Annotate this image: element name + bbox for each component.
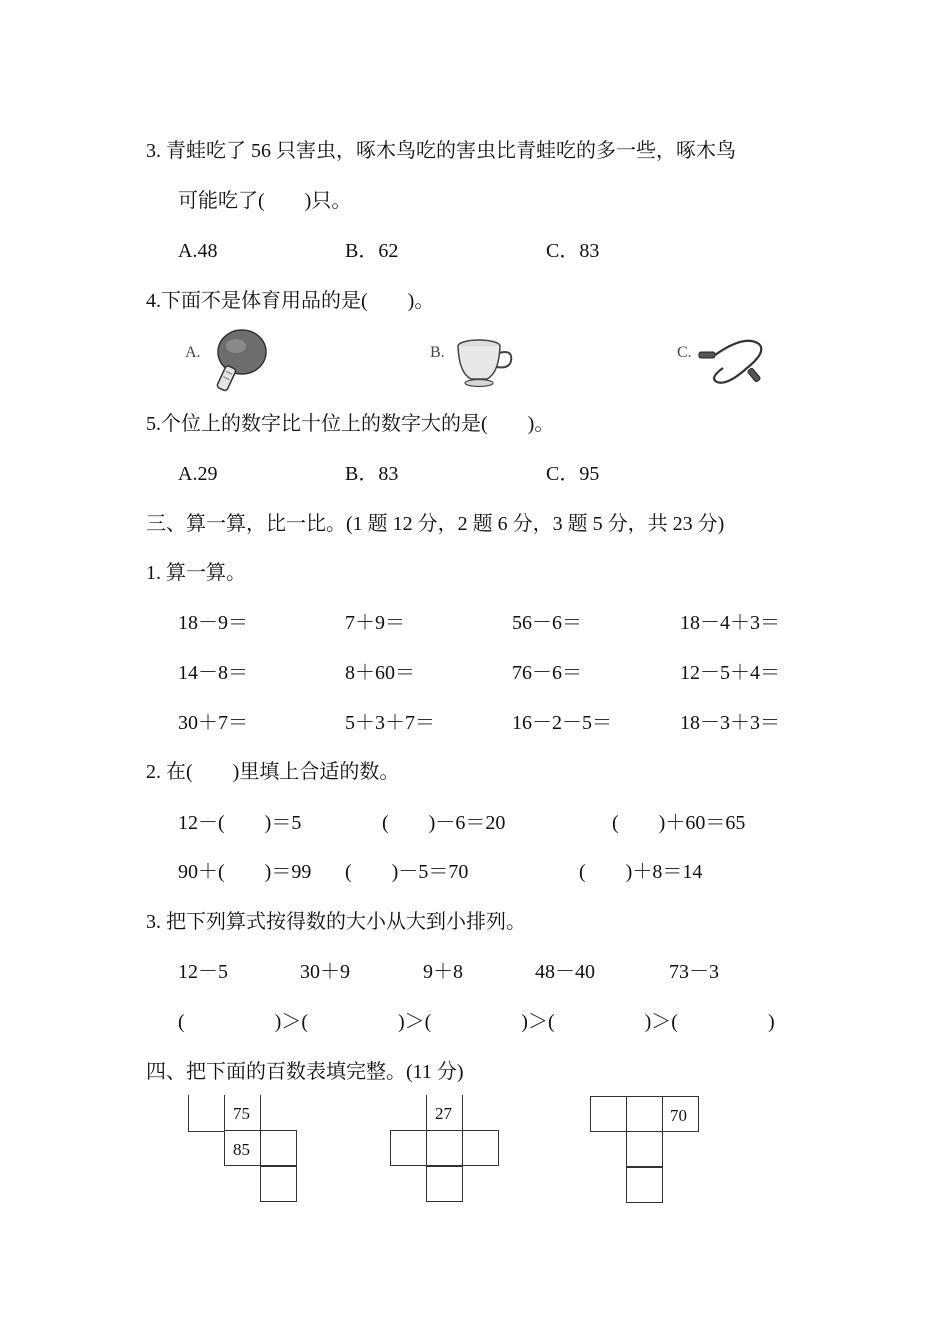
part1-title: 1. 算一算。 bbox=[146, 562, 246, 584]
calc-item: 30＋7＝ bbox=[178, 712, 248, 734]
section3-heading: 三、算一算，比一比。(1 题 12 分，2 题 6 分，3 题 5 分，共 23 分) bbox=[146, 513, 725, 535]
ping-pong-paddle-icon bbox=[208, 328, 270, 396]
part2-title: 2. 在( )里填上合适的数。 bbox=[146, 761, 400, 783]
part3-title: 3. 把下列算式按得数的大小从大到小排列。 bbox=[146, 911, 526, 933]
grid1-cell-value: 85 bbox=[233, 1140, 250, 1159]
q5-option-b: B．83 bbox=[345, 463, 399, 485]
fill-blank-item: 12－( )＝5 bbox=[178, 812, 302, 834]
fill-blank-item: ( )－5＝70 bbox=[345, 861, 469, 883]
q5-option-c: C．95 bbox=[546, 463, 600, 485]
fill-blank-item: 90＋( )＝99 bbox=[178, 861, 312, 883]
q4-option-b-label: B. bbox=[430, 344, 445, 361]
q5-option-a: A.29 bbox=[178, 463, 218, 485]
q3-line2: 可能吃了( )只。 bbox=[178, 190, 352, 212]
q3-option-c: C．83 bbox=[546, 240, 600, 262]
section4-heading: 四、把下面的百数表填完整。(11 分) bbox=[146, 1061, 464, 1083]
calc-item: 8＋60＝ bbox=[345, 662, 415, 684]
q4-text: 4.下面不是体育用品的是( )。 bbox=[146, 290, 435, 312]
fill-blank-item: ( )＋8＝14 bbox=[579, 861, 703, 883]
grid2-cell-value: 27 bbox=[435, 1104, 452, 1123]
fill-blank-item: ( )－6＝20 bbox=[382, 812, 506, 834]
q4-option-a-label: A. bbox=[185, 344, 201, 361]
grid3-cell-value: 70 bbox=[670, 1106, 687, 1125]
calc-item: 56－6＝ bbox=[512, 612, 582, 634]
q4-option-c-label: C. bbox=[677, 344, 692, 361]
q5-text: 5.个位上的数字比十位上的数字大的是( )。 bbox=[146, 413, 555, 435]
grid1-cell-value: 75 bbox=[233, 1104, 250, 1123]
calc-item: 76－6＝ bbox=[512, 662, 582, 684]
q3-option-a: A.48 bbox=[178, 240, 218, 262]
calc-item: 14－8＝ bbox=[178, 662, 248, 684]
calc-item: 7＋9＝ bbox=[345, 612, 405, 634]
calc-item: 18－9＝ bbox=[178, 612, 248, 634]
order-expr: 73－3 bbox=[669, 961, 719, 983]
fill-blank-item: ( )＋60＝65 bbox=[612, 812, 746, 834]
teacup-icon bbox=[455, 337, 517, 389]
jump-rope-icon bbox=[697, 338, 769, 388]
order-expr: 9＋8 bbox=[423, 961, 463, 983]
calc-item: 18－3＋3＝ bbox=[680, 712, 780, 734]
calc-item: 16－2－5＝ bbox=[512, 712, 612, 734]
q3-option-b: B．62 bbox=[345, 240, 399, 262]
calc-item: 5＋3＋7＝ bbox=[345, 712, 435, 734]
calc-item: 18－4＋3＝ bbox=[680, 612, 780, 634]
order-expr: 12－5 bbox=[178, 961, 228, 983]
order-answer-line: ( )＞( )＞( )＞( )＞( ) bbox=[178, 1011, 775, 1033]
q3-line1: 3. 青蛙吃了 56 只害虫，啄木鸟吃的害虫比青蛙吃的多一些，啄木鸟 bbox=[146, 140, 736, 162]
order-expr: 30＋9 bbox=[300, 961, 350, 983]
order-expr: 48－40 bbox=[535, 961, 595, 983]
calc-item: 12－5＋4＝ bbox=[680, 662, 780, 684]
